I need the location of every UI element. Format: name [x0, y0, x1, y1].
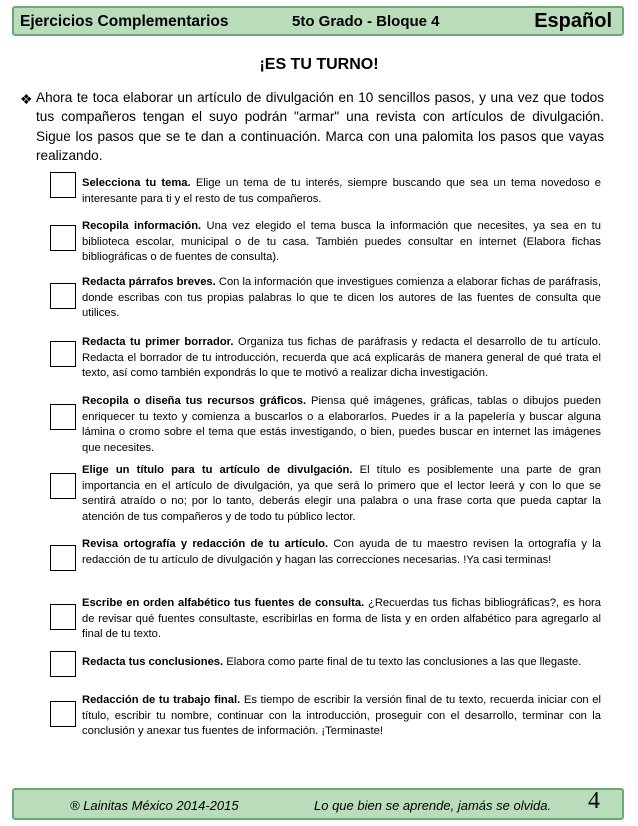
step-checkbox[interactable] [50, 701, 76, 727]
step-checkbox[interactable] [50, 545, 76, 571]
diamond-bullet-icon: ❖ [20, 91, 33, 107]
step-description: ¿Recuerdas tus fichas bibliográficas?, es hora de revisar qué fuentes consultaste, escribirlas en forma de lista y en orden alfabético para agregarlo al final de tu texto. [82, 597, 601, 641]
step-description: Organiza tus fichas de paráfrasis y redacta el desarrollo de tu artículo. Redacta el borrador de tu introducción, recuerda que acá explicarás de manera general de qué trata el texto, así como también expondrás lo que te motivó a realizar dicha investigación. [82, 336, 601, 380]
page-title: ¡ES TU TURNO! [259, 56, 379, 73]
step-checkbox[interactable] [50, 341, 76, 367]
step-description: Con la información que investigues comienza a elaborar fichas de paráfrasis, donde escribas con tus propias palabras lo que te dicen los autores de las fuentes de consulta que utilices. [82, 276, 601, 320]
page-number: 4 [588, 788, 600, 814]
step-description: Piensa qué imágenes, gráficas, tablas o dibujos pueden enriquecer tu texto y comienza a buscarlos o a elaborarlos. Puedes ir a la papelería y buscar alguna lámina o cromo sobre el tema que estás investigando, o bien, puedes buscar en internet las imágenes que necesites. [82, 395, 601, 455]
step-title: Recopila información. [82, 220, 202, 232]
step-description: Es tiempo de escribir la versión final de tu texto, recuerda iniciar con el título, escribir tu nombre, continuar con la introducción, proseguir con el desarrollo, terminar con la conclusión y anexar tus fuentes de información. ¡Terminaste! [82, 694, 601, 738]
step-checkbox[interactable] [50, 651, 76, 677]
step-checkbox[interactable] [50, 283, 76, 309]
step-title: Revisa ortografía y redacción de tu artículo. [82, 538, 329, 550]
step-title: Elige un título para tu artículo de divulgación. [82, 464, 353, 476]
step-checkbox[interactable] [50, 225, 76, 251]
step-checkbox[interactable] [50, 172, 76, 198]
page-footer [12, 788, 624, 820]
header-grade: 5to Grado - Bloque 4 [292, 13, 440, 30]
header-subject: Español [534, 10, 612, 32]
step-title: Redacta párrafos breves. [82, 276, 216, 288]
intro-paragraph: Ahora te toca elaborar un artículo de divulgación en 10 sencillos pasos, y una vez que todos tus compañeros tengan el suyo podrán "armar" una revista con artículos de divulgación. Sigue los pasos que se te dan a continuación. Marca con una palomita los pasos que vayas realizando. [36, 90, 604, 164]
step-checkbox[interactable] [50, 404, 76, 430]
step-checkbox[interactable] [50, 473, 76, 499]
step-description: Una vez elegido el tema busca la información que necesites, ya sea en tu biblioteca escolar, municipal o de tu casa. También puedes consultar en internet (Elabora fichas bibliográficas o de fuentes de consulta). [82, 220, 601, 264]
step-description: Con ayuda de tu maestro revisen la ortografía y la redacción de tu artículo de divulgación y hagan las correcciones necesarias. !Ya casi terminas! [82, 538, 601, 566]
step-description: Elabora como parte final de tu texto las conclusiones a las que llegaste. [223, 656, 582, 668]
step-title: Redacción de tu trabajo final. [82, 694, 241, 706]
step-title: Recopila o diseña tus recursos gráficos. [82, 395, 307, 407]
step-title: Redacta tu primer borrador. [82, 336, 234, 348]
step-description: El título es posiblemente una parte de gran importancia en el artículo de divulgación, ya que será lo primero que el lector leerá y con lo que se sentirá atraído o no; por lo tanto, deberás elegir una palabra o una frase corta que pueda captar la atención de tus compañeros y de todo tu público lector. [82, 464, 601, 524]
footer-motto: Lo que bien se aprende, jamás se olvida. [314, 798, 552, 813]
header-subtitle: Ejercicios Complementarios [20, 13, 229, 30]
step-description: Elige un tema de tu interés, siempre buscando que sea un tema novedoso e interesante para ti y el resto de tus compañeros. [82, 177, 601, 205]
footer-copyright: ® Lainitas México 2014-2015 [70, 798, 239, 813]
step-title: Redacta tus conclusiones. [82, 656, 224, 668]
step-checkbox[interactable] [50, 604, 76, 630]
step-title: Escribe en orden alfabético tus fuentes de consulta. [82, 597, 365, 609]
step-title: Selecciona tu tema. [82, 177, 191, 189]
